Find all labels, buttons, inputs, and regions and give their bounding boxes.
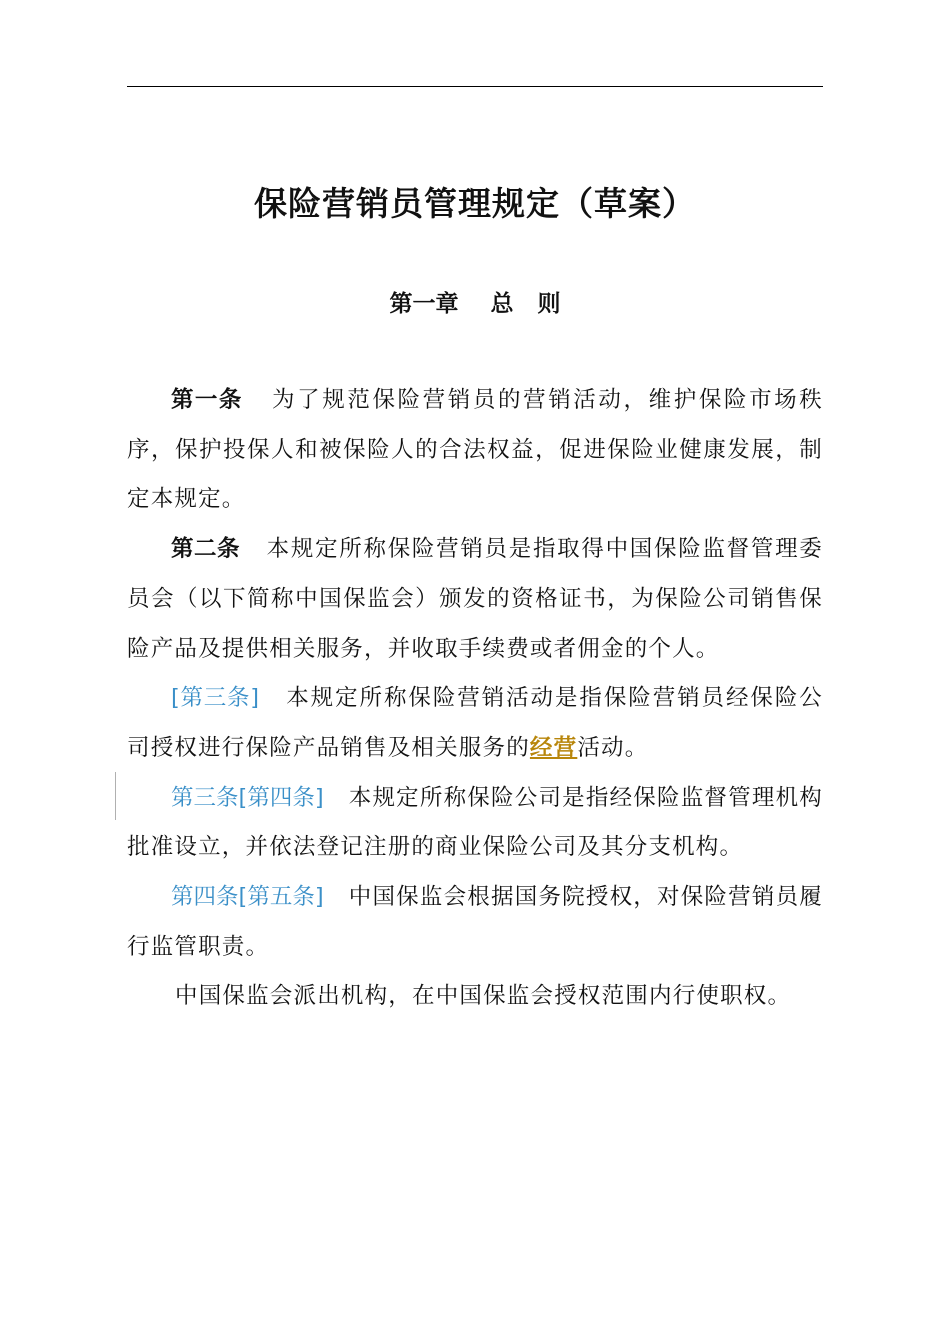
article-text: 本规定所称保险营销活动是指保险营销员经保险公司授权进行保险产品销售及相关服务的 — [127, 685, 823, 761]
article-text: 本规定所称保险公司是指经保险监督管理机构批准设立，并依法登记注册的商业保险公司及其分支机构。 — [127, 784, 823, 861]
article-text-tail: 活动。 — [577, 734, 649, 761]
header-rule — [127, 86, 823, 87]
article-text: 本规定所称保险营销员是指取得中国保险监督管理委员会（以下简称中国保监会）颁发的资格证书，为保险公司销售保险产品及提供相关服务，并收取手续费或者佣金的个人。 — [127, 536, 823, 662]
revision-change-bar — [115, 772, 116, 820]
article-5-paragraph-2 — [127, 972, 823, 1022]
article-5 — [127, 873, 823, 972]
highlighted-change: 经营 — [529, 734, 578, 761]
document-title: 保险营销员管理规定（草案） — [254, 184, 696, 223]
new-article-label: 第三条 — [171, 784, 239, 811]
article-label: 第二条 — [171, 536, 241, 563]
deleted-article-label: [第三条] — [171, 685, 259, 712]
article-text: 为了规范保险营销员的营销活动，维护保险市场秩序，保护投保人和被保险人的合法权益，促进保险业健康发展，制定本规定。 — [127, 387, 823, 513]
article-1 — [127, 376, 823, 525]
article-text: 中国保监会根据国务院授权，对保险营销员履行监管职责。 — [127, 884, 823, 960]
document-body — [127, 376, 823, 1022]
article-2 — [127, 525, 823, 674]
article-text: 中国保监会派出机构，在中国保监会授权范围内行使职权。 — [175, 983, 792, 1010]
article-4 — [127, 774, 823, 873]
chapter-heading: 第一章 总 则 — [389, 291, 561, 317]
deleted-article-label: [第四条] — [238, 784, 324, 811]
article-3 — [127, 674, 823, 773]
article-label: 第一条 — [171, 387, 243, 413]
deleted-article-label: [第五条] — [238, 884, 324, 911]
new-article-label: 第四条 — [171, 884, 239, 911]
